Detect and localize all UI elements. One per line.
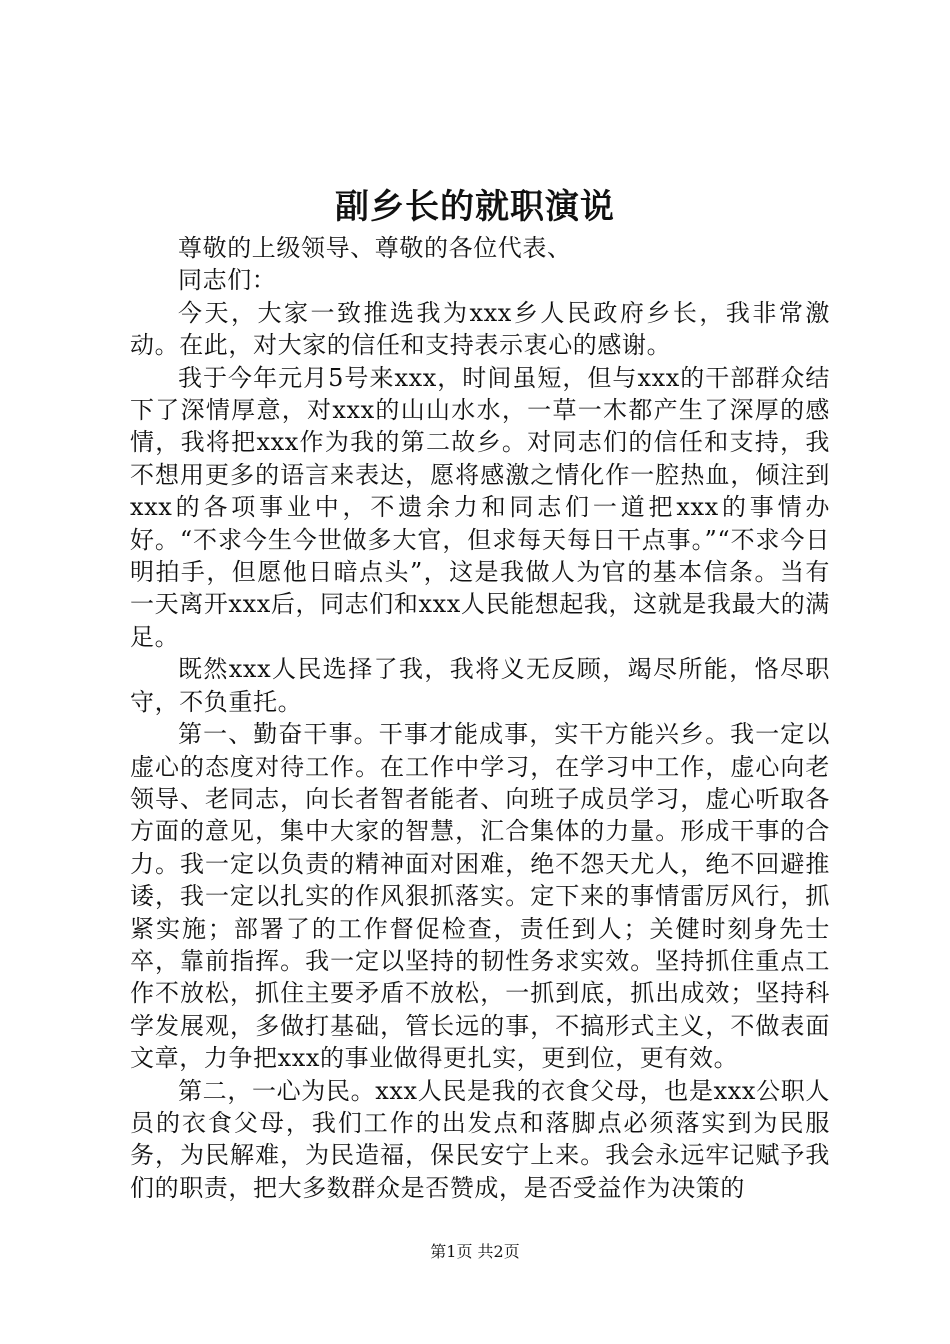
paragraph-salutation-2: 同志们： [178, 266, 277, 295]
page-number-footer: 第1页 共2页 [430, 1242, 520, 1261]
document-title: 副乡长的就职演说 [335, 187, 615, 227]
paragraph-thanks: 今天，大家一致推选我为xxx乡人民政府乡长，我非常激动。在此，对大家的信任和支持表示衷心的感谢。 [130, 298, 830, 360]
paragraph-arrival: 我于今年元月5号来xxx，时间虽短，但与xxx的干部群众结下了深情厚意，对xxx的山山水水，一草一木都产生了深厚的感情，我将把xxx作为我的第二故乡。对同志们的信任和支持，我不想用更多的语言来表达，愿将感激之情化作一腔热血，倾注到xxx的各项事业中，不遗余力和同志们一道把xxx的事情办好。“不求今生今世做多大官，但求每天每日干点事。”“不求今日明拍手，但愿他日暗点头”，这是我做人为官的基本信条。当有一天离开xxx后，同志们和xxx人民能想起我，这就是我最大的满足。 [130, 363, 830, 651]
document-body [130, 232, 830, 1204]
paragraph-commitment: 既然xxx人民选择了我，我将义无反顾，竭尽所能，恪尽职守，不负重托。 [130, 655, 830, 716]
paragraph-point-one: 第一、勤奋干事。干事才能成事，实干方能兴乡。我一定以虚心的态度对待工作。在工作中学习，在学习中工作，虚心向老领导、老同志，向长者智者能者、向班子成员学习，虚心听取各方面的意见，集中大家的智慧，汇合集体的力量。形成干事的合力。我一定以负责的精神面对困难，绝不怨天尤人，绝不回避推诿，我一定以扎实的作风狠抓落实。定下来的事情雷厉风行，抓紧实施；部署了的工作督促检查，责任到人；关健时刻身先士卒，靠前指挥。我一定以坚持的韧性务求实效。坚持抓住重点工作不放松，抓住主要矛盾不放松，一抓到底，抓出成效；坚持科学发展观，多做打基础，管长远的事，不搞形式主义，不做表面文章，力争把xxx的事业做得更扎实，更到位，更有效。 [130, 720, 830, 1073]
paragraph-point-two: 第二，一心为民。xxx人民是我的衣食父母，也是xxx公职人员的衣食父母，我们工作的出发点和落脚点必须落实到为民服务，为民解难，为民造福，保民安宁上来。我会永远牢记赋予我们的职责，把大多数群众是否赞成，是否受益作为决策的 [130, 1076, 830, 1202]
paragraph-salutation-1: 尊敬的上级领导、尊敬的各位代表、 [178, 234, 572, 262]
